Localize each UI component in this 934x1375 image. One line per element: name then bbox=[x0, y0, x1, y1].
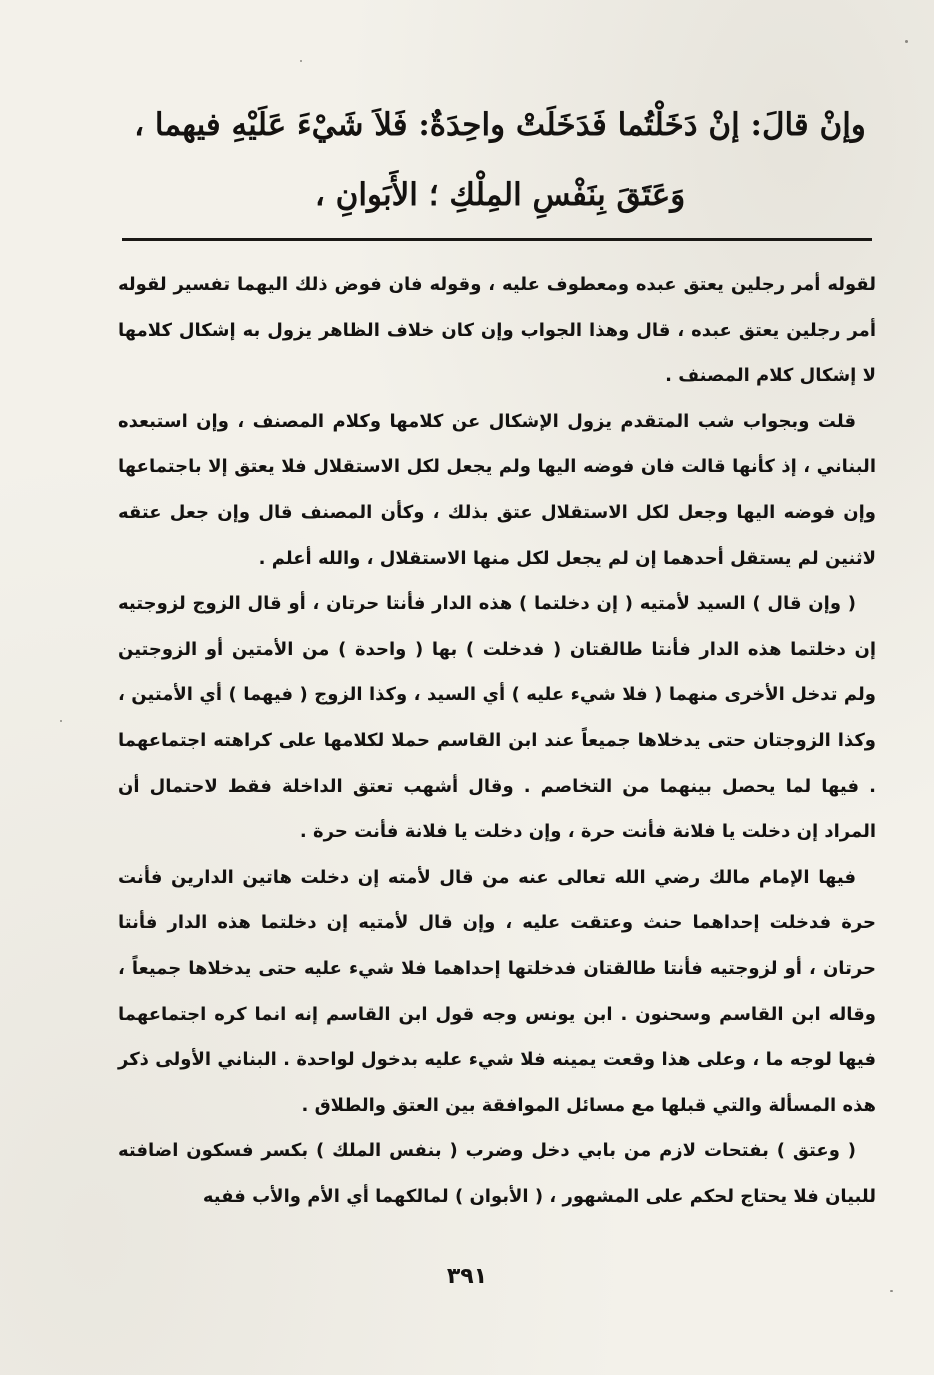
commentary-paragraph-2: قلت وبجواب شب المتقدم يزول الإشكال عن كلامها وكلام المصنف ، وإن استبعده البناني ، إذ كأنها قالت فان فوضه اليها ولم يجعل لكل الاستقلال فلا يعتق إلا باجتماعها وإن فوضه اليها وجعل لكل الاستقلال عتق بذلك ، وكأن المصنف قال وإن جعل عتقه لاثنين لم يستقل أحدهما إن لم يجعل لكل منها الاستقلال ، والله أعلم . bbox=[118, 410, 876, 569]
commentary-paragraph-4: فيها الإمام مالك رضي الله تعالى عنه من قال لأمته إن دخلت هاتين الدارين فأنت حرة فدخلت إحداهما حنث وعتقت عليه ، وإن قال لأمتيه إن دخلتما هذه الدار فأنتا حرتان ، أو لزوجتيه فأنتا طالقتان فدخلتها إحداهما فلا شيء عليه حتى يدخلاها جميعاً ، وقاله ابن القاسم وسحنون . ابن يونس وجه قول ابن القاسم إنه انما كره اجتماعهما فيها لوجه ما ، وعلى هذا وقعت يمينه فلا شيء عليه بدخول لواحدة . البناني الأولى ذكر هذه المسألة والتي قبلها مع مسائل الموافقة بين العتق والطلاق . bbox=[118, 866, 876, 1116]
commentary-paragraph-1: لقوله أمر رجلين يعتق عبده ومعطوف عليه ، وقوله فان فوض ذلك اليهما تفسير لقوله أمر رجلين يعتق عبده ، قال وهذا الجواب وإن كان خلاف الظاهر يزول به إشكال كلامها لا إشكال كلام المصنف . bbox=[118, 274, 876, 387]
scan-speck bbox=[300, 60, 302, 62]
matn-line-2: وَعَتَقَ بِنَفْسِ المِلْكِ ؛ الأَبَوانِ ، bbox=[314, 177, 686, 213]
scan-speck bbox=[905, 40, 908, 43]
commentary-paragraph-3: ( وإن قال ) السيد لأمتيه ( إن دخلتما ) هذه الدار فأنتا حرتان ، أو قال الزوج لزوجتيه إن دخلتما هذه الدار فأنتا طالقتان ( فدخلت ) بها ( واحدة ) من الأمتين أو الزوجتين ولم تدخل الأخرى منهما ( فلا شيء عليه ) أي السيد ، وكذا الزوج ( فيهما ) أي الأمتين ، وكذا الزوجتان حتى يدخلاها جميعاً عند ابن القاسم حملا لكلامها على كراهته اجتماعهما . فيها لما يحصل بينهما من التخاصم . وقال أشهب تعتق الداخلة فقط لاحتمال أن المراد إن دخلت يا فلانة فأنت حرة ، وإن دخلت يا فلانة فأنت حرة . bbox=[118, 593, 876, 843]
separator-rule bbox=[122, 238, 872, 241]
matn-line-1: وإنْ قالَ: إنْ دَخَلْتُما فَدَخَلَتْ واحِدَةٌ: فَلاَ شَيْءَ عَلَيْهِ فيهما ، bbox=[134, 107, 866, 143]
commentary-paragraph-5: ( وعتق ) بفتحات لازم من بابي دخل وضرب ( بنفس الملك ) بكسر فسكون اضافته للبيان فلا يحتاج لحكم على المشهور ، ( الأبوان ) لمالكهما أي الأم والأب ففيه bbox=[118, 1140, 876, 1207]
page-number: ٣٩١ bbox=[446, 1264, 488, 1289]
scan-speck bbox=[60, 720, 62, 722]
scan-speck bbox=[890, 1290, 893, 1292]
commentary-body bbox=[118, 262, 876, 1219]
